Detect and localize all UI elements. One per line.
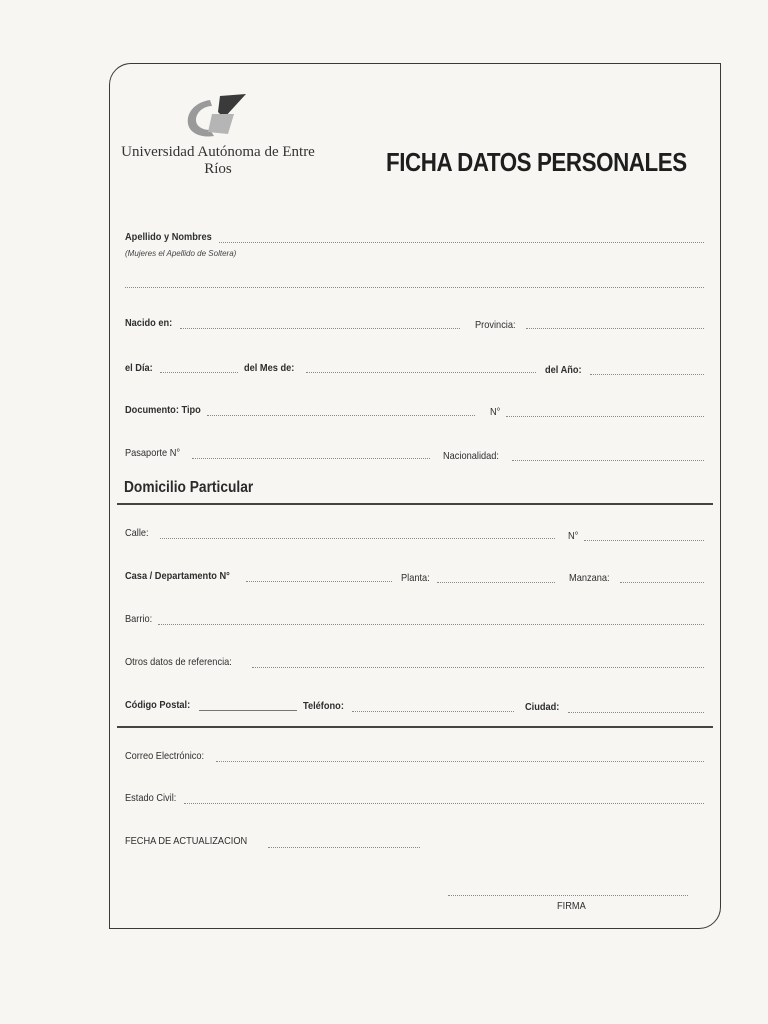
field-provincia[interactable] (526, 328, 704, 329)
field-apellido[interactable] (219, 242, 704, 243)
label-pasaporte: Pasaporte N° (125, 447, 181, 459)
label-fecha: FECHA DE ACTUALIZACION (125, 835, 248, 847)
label-ciudad: Ciudad: (525, 701, 560, 713)
field-nacido[interactable] (180, 328, 460, 329)
section-divider-bottom (117, 726, 713, 728)
label-casa: Casa / Departamento N° (125, 570, 230, 582)
label-calle: Calle: (125, 527, 149, 539)
field-anio[interactable] (590, 374, 704, 375)
field-doc-num[interactable] (506, 416, 704, 417)
label-cp: Código Postal: (125, 699, 191, 711)
label-apellido: Apellido y Nombres (125, 231, 212, 243)
label-nacionalidad: Nacionalidad: (443, 450, 500, 462)
field-dia[interactable] (160, 372, 238, 373)
field-planta[interactable] (437, 582, 555, 583)
field-estado[interactable] (184, 803, 704, 804)
label-telefono: Teléfono: (303, 700, 344, 712)
field-calle-num[interactable] (584, 540, 704, 541)
label-barrio: Barrio: (125, 613, 153, 625)
field-fecha[interactable] (268, 847, 420, 848)
label-firma: FIRMA (557, 900, 586, 912)
note-apellido: (Mujeres el Apellido de Soltera) (125, 249, 237, 258)
field-apellido-line2[interactable] (125, 287, 704, 288)
field-ciudad[interactable] (568, 712, 704, 713)
section-title-domicilio: Domicilio Particular (124, 479, 254, 496)
label-manzana: Manzana: (569, 572, 610, 584)
page-title: FICHA DATOS PERSONALES (386, 147, 687, 177)
label-planta: Planta: (401, 572, 430, 584)
label-nacido: Nacido en: (125, 317, 173, 329)
field-correo[interactable] (216, 761, 704, 762)
label-provincia: Provincia: (475, 319, 516, 331)
field-casa[interactable] (246, 581, 392, 582)
field-documento-tipo[interactable] (207, 415, 475, 416)
section-divider-top (117, 503, 713, 505)
field-manzana[interactable] (620, 582, 704, 583)
label-correo: Correo Electrónico: (125, 750, 205, 762)
university-name: Universidad Autónoma de Entre Ríos (121, 144, 315, 177)
field-nacionalidad[interactable] (512, 460, 704, 461)
label-dia: el Día: (125, 362, 153, 374)
label-otros: Otros datos de referencia: (125, 656, 232, 668)
label-estado: Estado Civil: (125, 792, 177, 804)
field-firma[interactable] (448, 895, 688, 896)
label-documento: Documento: Tipo (125, 404, 201, 416)
field-cp[interactable] (199, 710, 297, 711)
label-doc-num: N° (490, 406, 501, 418)
field-calle[interactable] (160, 538, 555, 539)
field-pasaporte[interactable] (192, 458, 430, 459)
label-calle-num: N° (568, 530, 579, 542)
field-mes[interactable] (306, 372, 536, 373)
label-mes: del Mes de: (244, 362, 295, 374)
field-otros[interactable] (252, 667, 704, 668)
university-logo (180, 92, 250, 140)
field-barrio[interactable] (158, 624, 704, 625)
field-telefono[interactable] (352, 711, 514, 712)
label-anio: del Año: (545, 364, 582, 376)
